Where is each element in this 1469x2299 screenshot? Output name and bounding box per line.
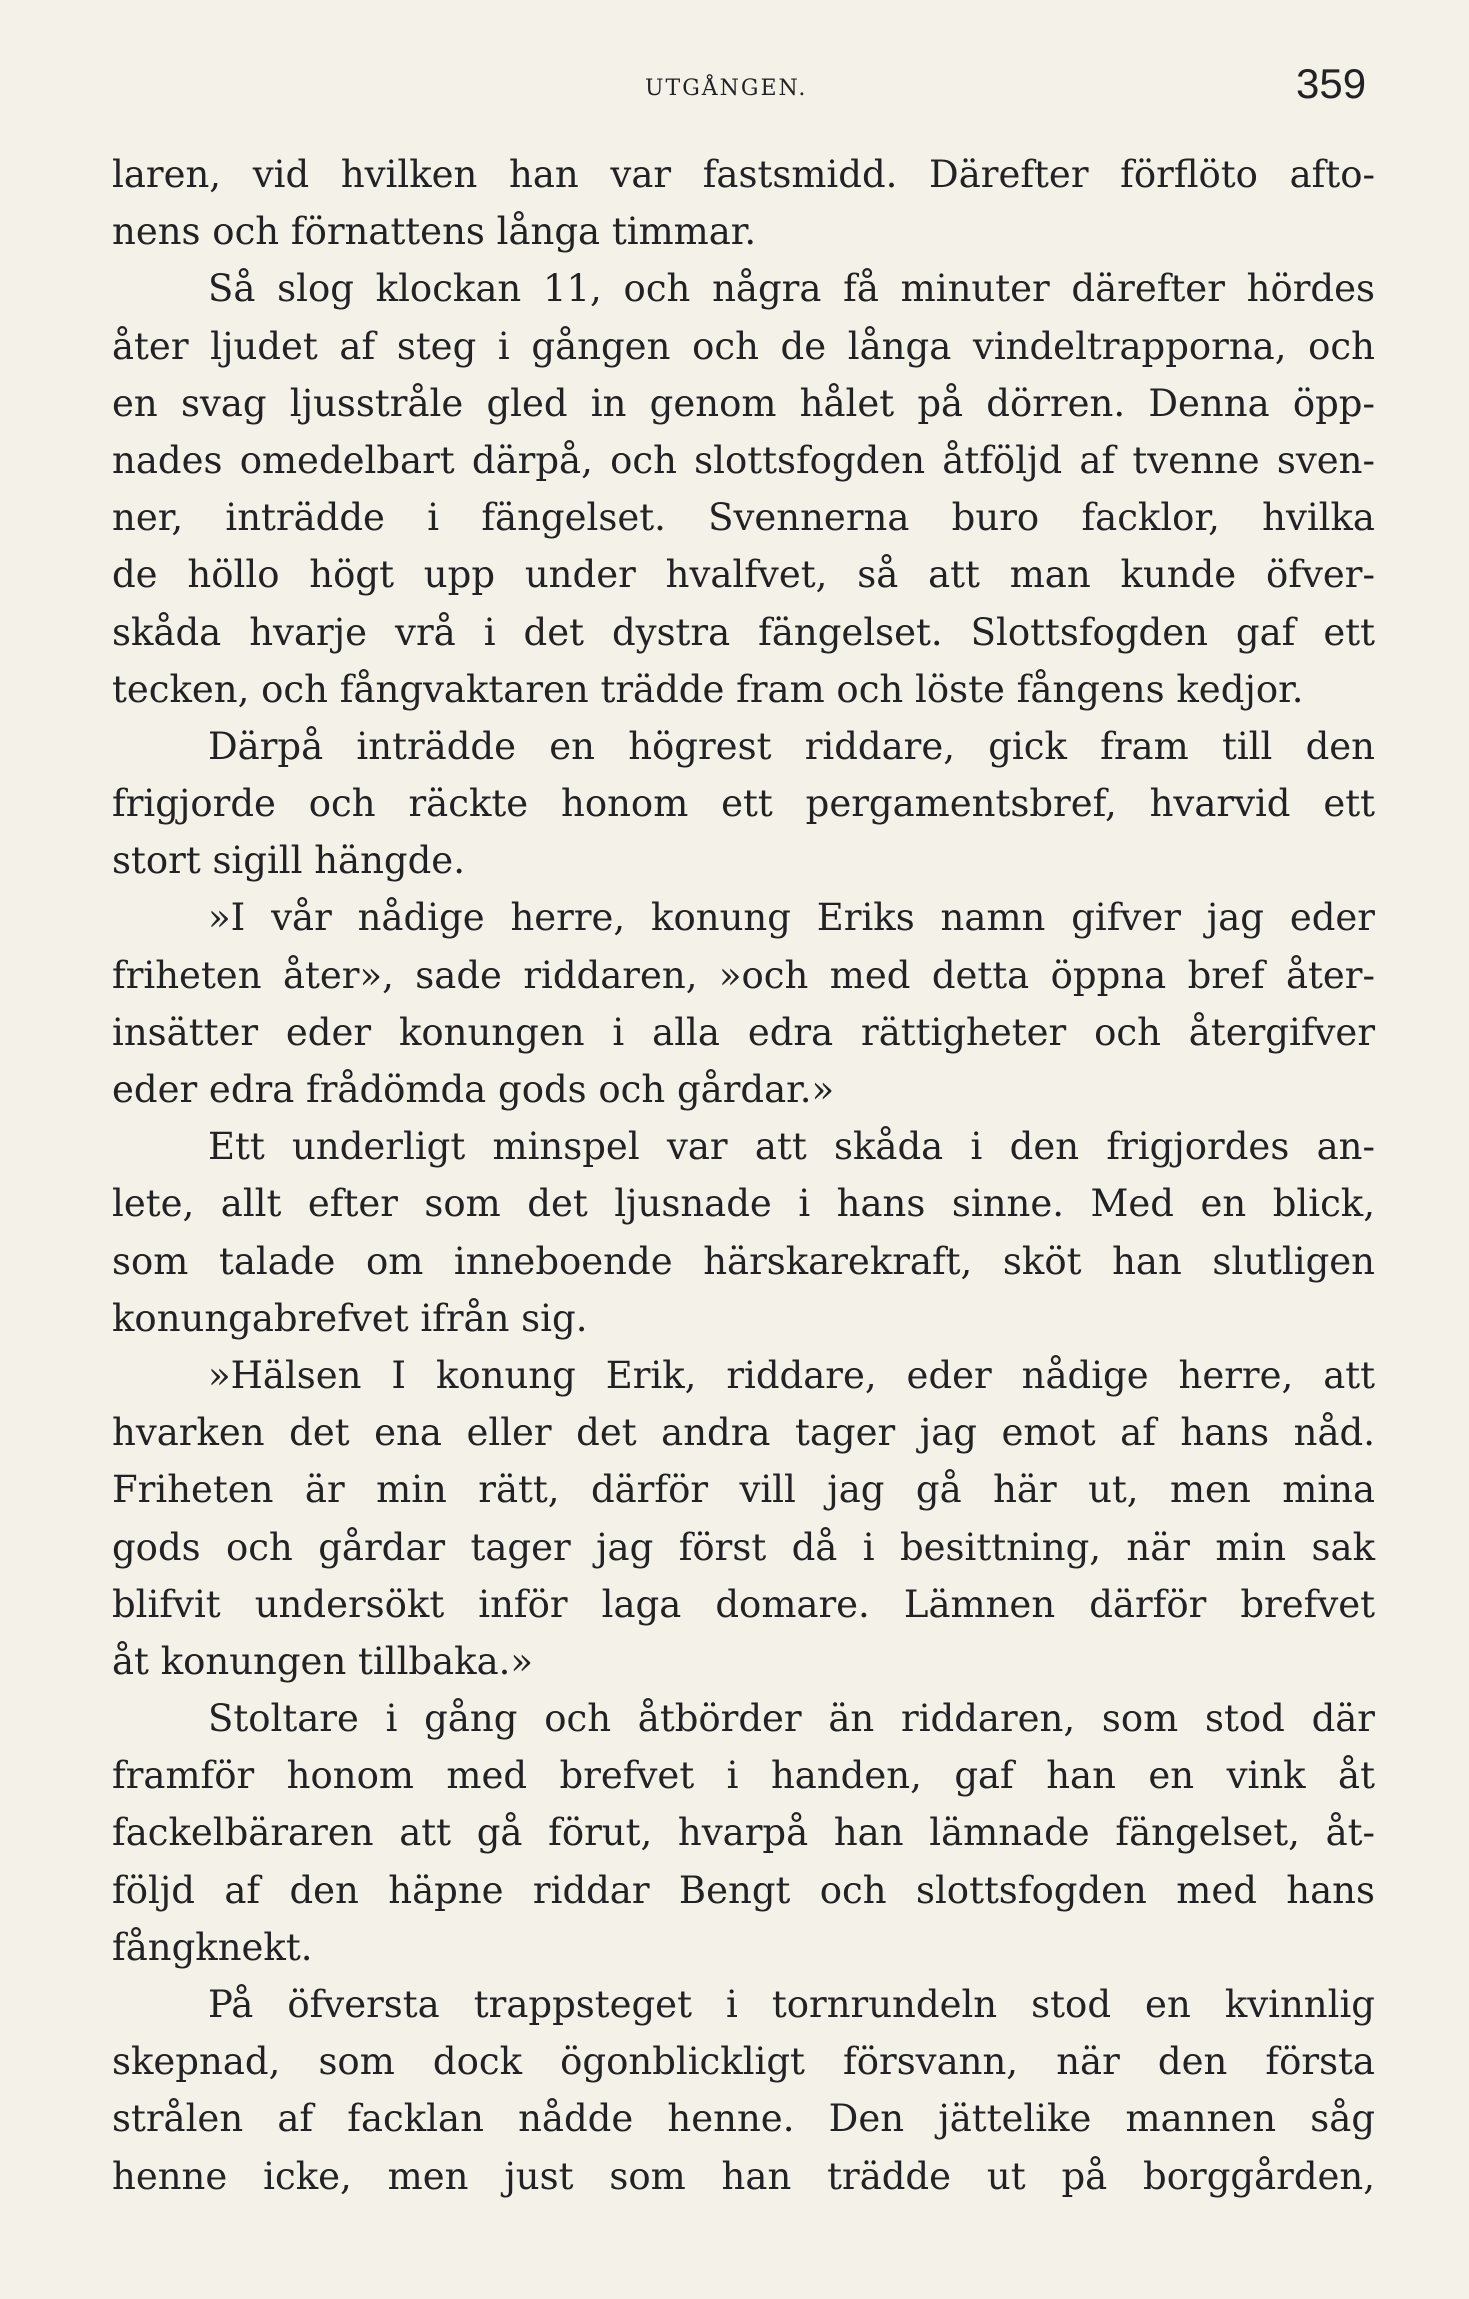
text-line: nens och förnattens långa timmar. (112, 210, 757, 254)
text-line: blifvit undersökt inför laga domare. Lämnen därför brefvet (112, 1582, 1375, 1626)
text-line: de höllo högt upp under hvalfvet, så att man kunde öfver- (112, 553, 1375, 597)
text-line: frigjorde och räckte honom ett pergamentsbref, hvarvid ett (112, 782, 1375, 826)
text-line: stort sigill hängde. (112, 839, 465, 883)
text-line: friheten åter», sade riddaren, »och med detta öppna bref åter- (112, 953, 1375, 997)
text-line: åt konungen tillbaka.» (112, 1639, 534, 1683)
text-line: framför honom med brefvet i handen, gaf han en vink åt (112, 1754, 1375, 1798)
text-line: »Hälsen I konung Erik, riddare, eder nådige herre, att (208, 1353, 1375, 1397)
text-line: ner, inträdde i fängelset. Svennerna buro facklor, hvilka (112, 496, 1375, 540)
text-line: Stoltare i gång och åtbörder än riddaren, som stod där (208, 1697, 1375, 1741)
text-line: nades omedelbart därpå, och slottsfogden åtföljd af tvenne sven- (112, 438, 1375, 482)
text-line: Friheten är min rätt, därför vill jag gå här ut, men mina (112, 1468, 1375, 1512)
running-title: UTGÅNGEN. (645, 76, 808, 101)
text-line: lete, allt efter som det ljusnade i hans sinne. Med en blick, (112, 1182, 1375, 1226)
running-head (0, 58, 1469, 108)
text-line: laren, vid hvilken han var fastsmidd. Därefter förflöto afto- (112, 153, 1375, 196)
text-line: »I vår nådige herre, konung Eriks namn gifver jag eder (208, 896, 1375, 940)
text-line: en svag ljusstråle gled in genom hålet på dörren. Denna öpp- (112, 381, 1375, 425)
text-line: Ett underligt minspel var att skåda i den frigjordes an- (208, 1125, 1375, 1169)
text-line: fångknekt. (112, 1925, 313, 1969)
text-line: strålen af facklan nådde henne. Den jättelike mannen såg (112, 2097, 1375, 2141)
text-line: eder edra frådömda gods och gårdar.» (112, 1068, 835, 1111)
text-line: fackelbäraren att gå förut, hvarpå han lämnade fängelset, åt- (112, 1811, 1375, 1855)
text-line: insätter eder konungen i alla edra rättigheter och återgifver (112, 1010, 1375, 1054)
text-line: henne icke, men just som han trädde ut på borggården, (112, 2154, 1375, 2198)
text-line: Därpå inträdde en högrest riddare, gick fram till den (208, 724, 1375, 768)
text-line: åter ljudet af steg i gången och de långa vindeltrapporna, och (112, 324, 1375, 368)
text-line: På öfversta trappsteget i tornrundeln stod en kvinnlig (208, 1983, 1375, 2026)
text-line: skåda hvarje vrå i det dystra fängelset. Slottsfogden gaf ett (112, 610, 1375, 654)
text-line: som talade om inneboende härskarekraft, sköt han slutligen (112, 1239, 1375, 1283)
body-text (112, 146, 1375, 2205)
text-line: tecken, och fångvaktaren trädde fram och löste fångens kedjor. (112, 667, 1304, 711)
text-line: Så slog klockan 11, och några få minuter därefter hördes (208, 267, 1375, 311)
text-line: följd af den häpne riddar Bengt och slottsfogden med hans (112, 1868, 1375, 1912)
text-line: skepnad, som dock ögonblickligt försvann, när den första (112, 2040, 1375, 2084)
text-line: konungabrefvet ifrån sig. (112, 1296, 588, 1340)
text-line: hvarken det ena eller det andra tager jag emot af hans nåd. (112, 1411, 1375, 1455)
page-number: 359 (1296, 60, 1367, 107)
text-line: gods och gårdar tager jag först då i besittning, när min sak (112, 1525, 1375, 1569)
